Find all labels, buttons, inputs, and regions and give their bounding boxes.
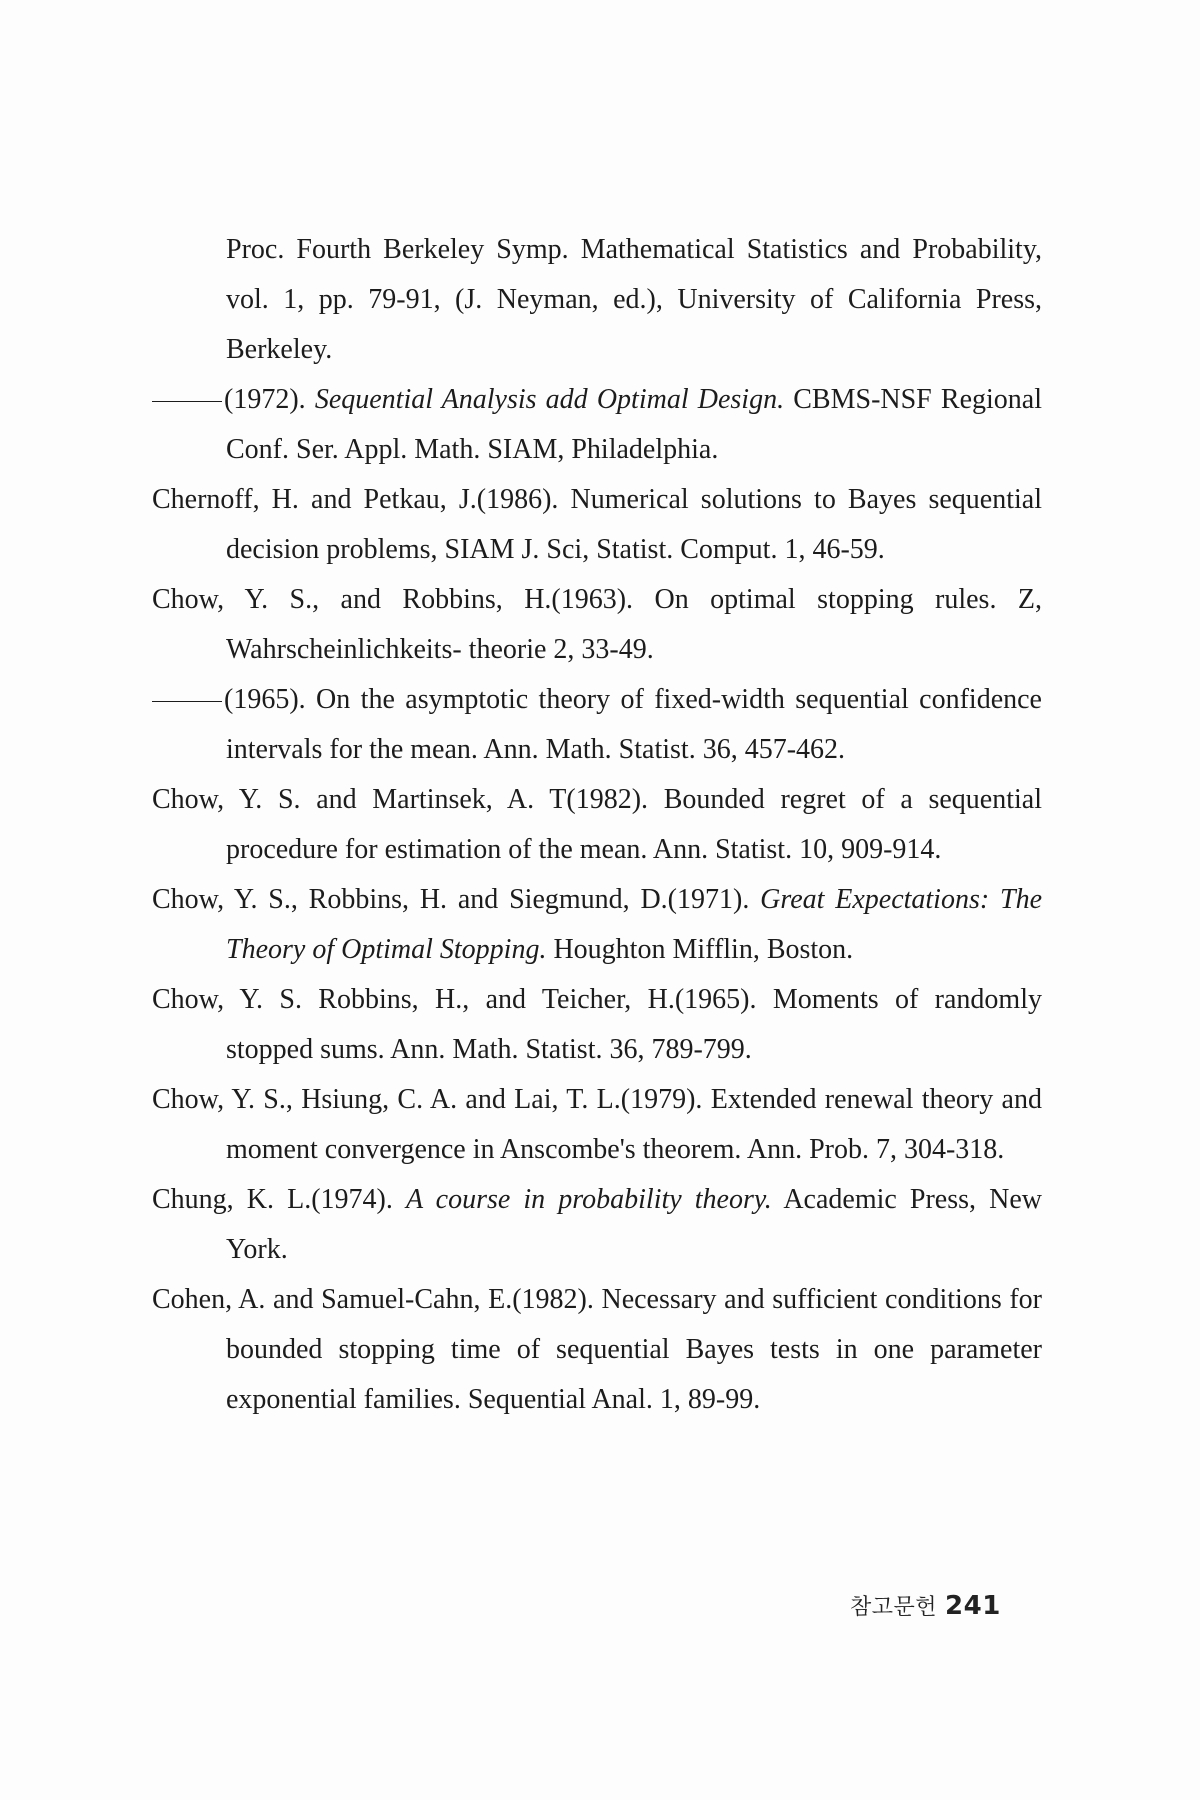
- ditto-dash: [152, 401, 222, 402]
- reference-entry: [152, 475, 1042, 575]
- reference-title: A course in probability theory.: [405, 1184, 772, 1215]
- reference-text: Chow, Y. S. and Martinsek, A. T(1982). Bounded regret of a sequential procedure for estimation of the mean. Ann. Statist. 10, 909-914.: [152, 784, 1042, 865]
- reference-entry: [152, 975, 1042, 1075]
- reference-text: Chow, Y. S., Hsiung, C. A. and Lai, T. L.(1979). Extended renewal theory and moment convergence in Anscombe's theorem. Ann. Prob. 7, 304-318.: [152, 1084, 1042, 1165]
- page-number: 241: [945, 1591, 1001, 1621]
- reference-title: Sequential Analysis add Optimal Design.: [314, 384, 785, 415]
- reference-text: Houghton Mifflin, Boston.: [546, 934, 854, 965]
- reference-text: Chow, Y. S., and Robbins, H.(1963). On optimal stopping rules. Z, Wahrscheinlichkeits- theorie 2, 33-49.: [152, 584, 1042, 665]
- reference-list: [152, 225, 1042, 1425]
- reference-entry: [152, 775, 1042, 875]
- reference-text: Chung, K. L.(1974).: [152, 1184, 406, 1215]
- reference-entry: [152, 675, 1042, 775]
- page-footer: [850, 1590, 1001, 1621]
- reference-title: Great Expectations: The Theory of Optimal Stopping.: [226, 884, 1042, 965]
- reference-text: (1972).: [224, 384, 315, 415]
- ditto-dash: [152, 701, 222, 702]
- reference-entry: [152, 225, 1042, 375]
- reference-entry: [152, 575, 1042, 675]
- reference-text: Chow, Y. S., Robbins, H. and Siegmund, D.(1971).: [152, 884, 761, 915]
- reference-text: (1965). On the asymptotic theory of fixed-width sequential confidence intervals for the mean. Ann. Math. Statist. 36, 457-462.: [224, 684, 1042, 765]
- reference-text: Cohen, A. and Samuel-Cahn, E.(1982). Necessary and sufficient conditions for bounded stopping time of sequential Bayes tests in one parameter exponential families. Sequential Anal. 1, 89-99.: [152, 1284, 1042, 1415]
- footer-section-label: 참고문헌: [850, 1595, 938, 1620]
- reference-entry: [152, 375, 1042, 475]
- reference-entry: [152, 1175, 1042, 1275]
- reference-entry: [152, 1075, 1042, 1175]
- reference-entry: [152, 1275, 1042, 1425]
- reference-text: CBMS-NSF Regional Conf. Ser. Appl. Math. SIAM, Philadelphia.: [226, 384, 1042, 465]
- reference-text: Proc. Fourth Berkeley Symp. Mathematical Statistics and Probability, vol. 1, pp. 79-91, (J. Neyman, ed.), University of California Press, Berkeley.: [226, 234, 1042, 365]
- reference-text: Academic Press, New York.: [226, 1184, 1042, 1265]
- reference-text: Chow, Y. S. Robbins, H., and Teicher, H.(1965). Moments of randomly stopped sums. Ann. Math. Statist. 36, 789-799.: [152, 984, 1042, 1065]
- reference-text: Chernoff, H. and Petkau, J.(1986). Numerical solutions to Bayes sequential decision problems, SIAM J. Sci, Statist. Comput. 1, 46-59.: [152, 484, 1042, 565]
- reference-entry: [152, 875, 1042, 975]
